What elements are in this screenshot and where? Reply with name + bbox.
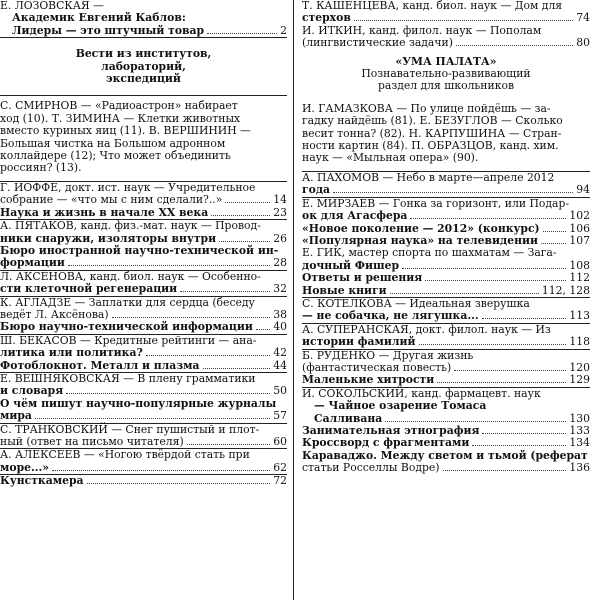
toc-entry[interactable]: И. СОКОЛЬСКИЙ, канд. фармацевт. наук — Чайное озарение Томаса Салливана 130 [302, 386, 590, 425]
toc-entry[interactable]: Новые книги 112, 128 [302, 283, 590, 297]
toc-entry[interactable]: И. ИТКИН, канд. филол. наук — Пополам (лингвистические задачи) 80 [302, 23, 590, 50]
toc-entry[interactable]: Кунсткамера 72 [0, 474, 287, 488]
toc-entry[interactable]: Е. ГИК, мастер спорта по шахматам — Зага- дочный Фишер 108 [302, 246, 590, 272]
toc-entry[interactable]: А. ПАХОМОВ — Небо в марте—апреле 2012 года 94 [302, 170, 590, 197]
toc-entry[interactable]: Караваджо. Между светом и тьмой (реферат статьи Росселлы Водре) 136 [302, 448, 590, 475]
toc-entry[interactable]: С. ТРАНКОВСКИЙ — Снег пушистый и плот- ный (ответ на письмо читателя) 60 [0, 422, 287, 448]
toc-entry[interactable]: Бюро научно-технической информации 40 [0, 320, 287, 334]
toc-entry[interactable]: Занимательная этнография 133 [302, 424, 590, 437]
toc-entry[interactable]: С. КОТЕЛКОВА — Идеальная зверушка — не собачка, не лягушка... 113 [302, 296, 590, 323]
toc-right-column [302, 0, 590, 600]
toc-entry[interactable]: А. ПЯТАКОВ, канд. физ.-мат. наук — Провод- ники снаружи, изоляторы внутри 26 [0, 219, 287, 245]
toc-entry[interactable]: Ответы и решения 112 [302, 271, 590, 285]
toc-entry[interactable]: Л. АКСЁНОВА, канд. биол. наук — Особенно- сти клеточной регенерации 32 [0, 269, 287, 296]
toc-entry[interactable]: «Популярная наука» на телевидении 107 [302, 233, 590, 247]
toc-entry[interactable]: Б. РУДЕНКО — Другая жизнь (фантастическая повесть) 120 [302, 348, 590, 374]
page-number: 2 [280, 23, 287, 37]
uma-palata-heading: «УМА ПАЛАТА» Познавательно-развивающий раздел для школьников [361, 54, 531, 93]
toc-entry[interactable]: Бюро иностранной научно-технической ин- формации 28 [0, 243, 287, 270]
entry-title: Лидеры — это штучный товар [12, 23, 205, 37]
entry-author: Е. ЛОЗОВСКАЯ — [0, 0, 104, 12]
toc-entry[interactable]: «Новое поколение — 2012» (конкурс) 106 [302, 221, 590, 235]
toc-entry[interactable]: Фотоблокнот. Металл и плазма 44 [0, 358, 287, 372]
toc-left-column [0, 0, 287, 600]
toc-entry[interactable]: Е. ВЕШНЯКОВСКАЯ — В плену грамматики и словаря 50 [0, 371, 287, 398]
toc-entry[interactable]: Кроссворд с фрагментами 134 [302, 436, 590, 450]
entry-title: Академик Евгений Каблов: [12, 11, 186, 25]
column-divider [293, 0, 294, 600]
toc-entry[interactable] [0, 0, 287, 37]
toc-entry[interactable]: Наука и жизнь в начале XX века 23 [0, 205, 287, 219]
toc-entry[interactable]: А. СУПЕРАНСКАЯ, докт. филол. наук — Из истории фамилий 118 [302, 322, 590, 349]
toc-entry[interactable]: Т. КАШЕНЦЕВА, канд. биол. наук — Дом для стерхов 74 [302, 0, 590, 25]
toc-entry[interactable]: А. АЛЕКСЕЕВ — «Ногою твёрдой стать при море...» 62 [0, 448, 287, 474]
section-heading: Вести из институтов, лабораторий, экспедиций [75, 47, 212, 86]
toc-entry[interactable]: Маленькие хитрости 129 [302, 373, 590, 387]
toc-entry[interactable]: К. АГЛАДЗЕ — Заплатки для сердца (беседу ведёт Л. Аксёнова) 38 [0, 295, 287, 321]
toc-entry[interactable]: С. СМИРНОВ — «Радиоастрон» набирает ход (10). Т. ЗИМИНА — Клетки животных вместо куриных яиц (11). В. ВЕРШИНИН — Большая чистка на Большом адронном коллайдере (12); Что может объединить россиян? (13). [0, 99, 251, 175]
toc-entry[interactable]: Ш. БЕКАСОВ — Кредитные рейтинги — ана- литика или политика? 42 [0, 333, 287, 360]
toc-entry[interactable]: Г. ИОФФЕ, докт. ист. наук — Учредительное собрание — «что мы с ним сделали?..» 14 [0, 180, 287, 207]
toc-entry[interactable]: О чём пишут научно-популярные журналы мира 57 [0, 396, 287, 423]
toc-entry[interactable]: Е. МИРЗАЕВ — Гонка за горизонт, или Подар- ок для Агасфера 102 [302, 196, 590, 223]
toc-entry[interactable]: И. ГАМАЗКОВА — По улице пойдёшь — за- гадку найдёшь (81). Е. БЕЗУГЛОВ — Сколько весит тонна? (82). Н. КАРПУШИНА — Стран- ности картин (84). П. ОБРАЗЦОВ, канд. хим. наук — «Мыльная опера» (90). [302, 101, 563, 165]
